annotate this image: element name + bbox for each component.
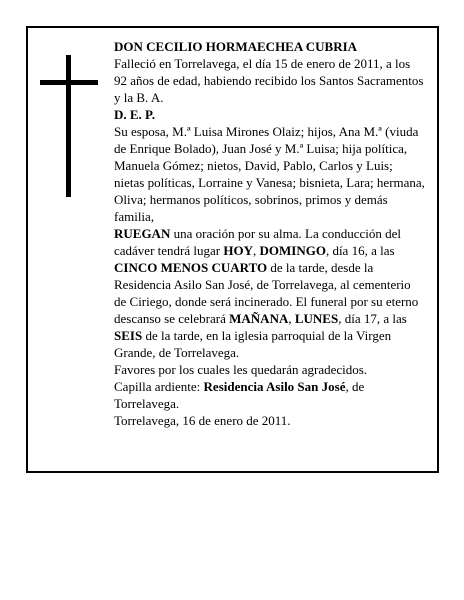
capilla-place: Residencia Asilo San José xyxy=(203,379,346,394)
time-funeral: SEIS xyxy=(114,328,143,343)
domingo-word: DOMINGO xyxy=(259,243,326,258)
time-conduccion: CINCO MENOS CUARTO xyxy=(114,260,268,275)
hoy-word: HOY xyxy=(223,243,253,258)
death-statement: Falleció en Torrelavega, el día 15 de enero de 2011, a los 92 años de edad, habiendo recibido los Santos Sacramentos y la B. A. xyxy=(114,56,424,105)
cross-icon-bar xyxy=(40,80,98,85)
ruegan-word: RUEGAN xyxy=(114,226,171,241)
dep-line: D. E. P. xyxy=(114,107,156,122)
family-list: Su esposa, M.ª Luisa Mirones Olaiz; hijos, Ana M.ª (viuda de Enrique Bolado), Juan José y M.ª Luisa; hija política, Manuela Gómez; nietos, David, Pablo, Carlos y Luis; nietas políticas, Lorraine y Vanesa; bisnieta, Lara; hermana, Oliva; hermanos políticos, sobrinos, primos y demás familia, xyxy=(114,124,425,224)
manana-word: MAÑANA xyxy=(229,311,289,326)
obituary-text xyxy=(114,38,426,429)
thanks-line: Favores por los cuales les quedarán agradecidos. xyxy=(114,362,368,377)
deceased-name: DON CECILIO HORMAECHEA CUBRIA xyxy=(114,39,358,54)
capilla-line: Capilla ardiente: Residencia Asilo San José, de Torrelavega. xyxy=(114,379,365,411)
cross-icon xyxy=(66,55,71,197)
ceremony-paragraph: RUEGAN una oración por su alma. La conducción del cadáver tendrá lugar HOY, DOMINGO, día 16, a las CINCO MENOS CUARTO de la tarde, desde la Residencia Asilo San José, de Torrelavega, al cementerio de Ciriego, donde será incinerado. El funeral por su eterno descanso se celebrará MAÑANA, LUNES, día 17, a las SEIS de la tarde, en la iglesia parroquial de la Virgen Grande, de Torrelavega. xyxy=(114,226,419,360)
lunes-word: LUNES xyxy=(294,311,339,326)
dateline: Torrelavega, 16 de enero de 2011. xyxy=(114,413,291,428)
